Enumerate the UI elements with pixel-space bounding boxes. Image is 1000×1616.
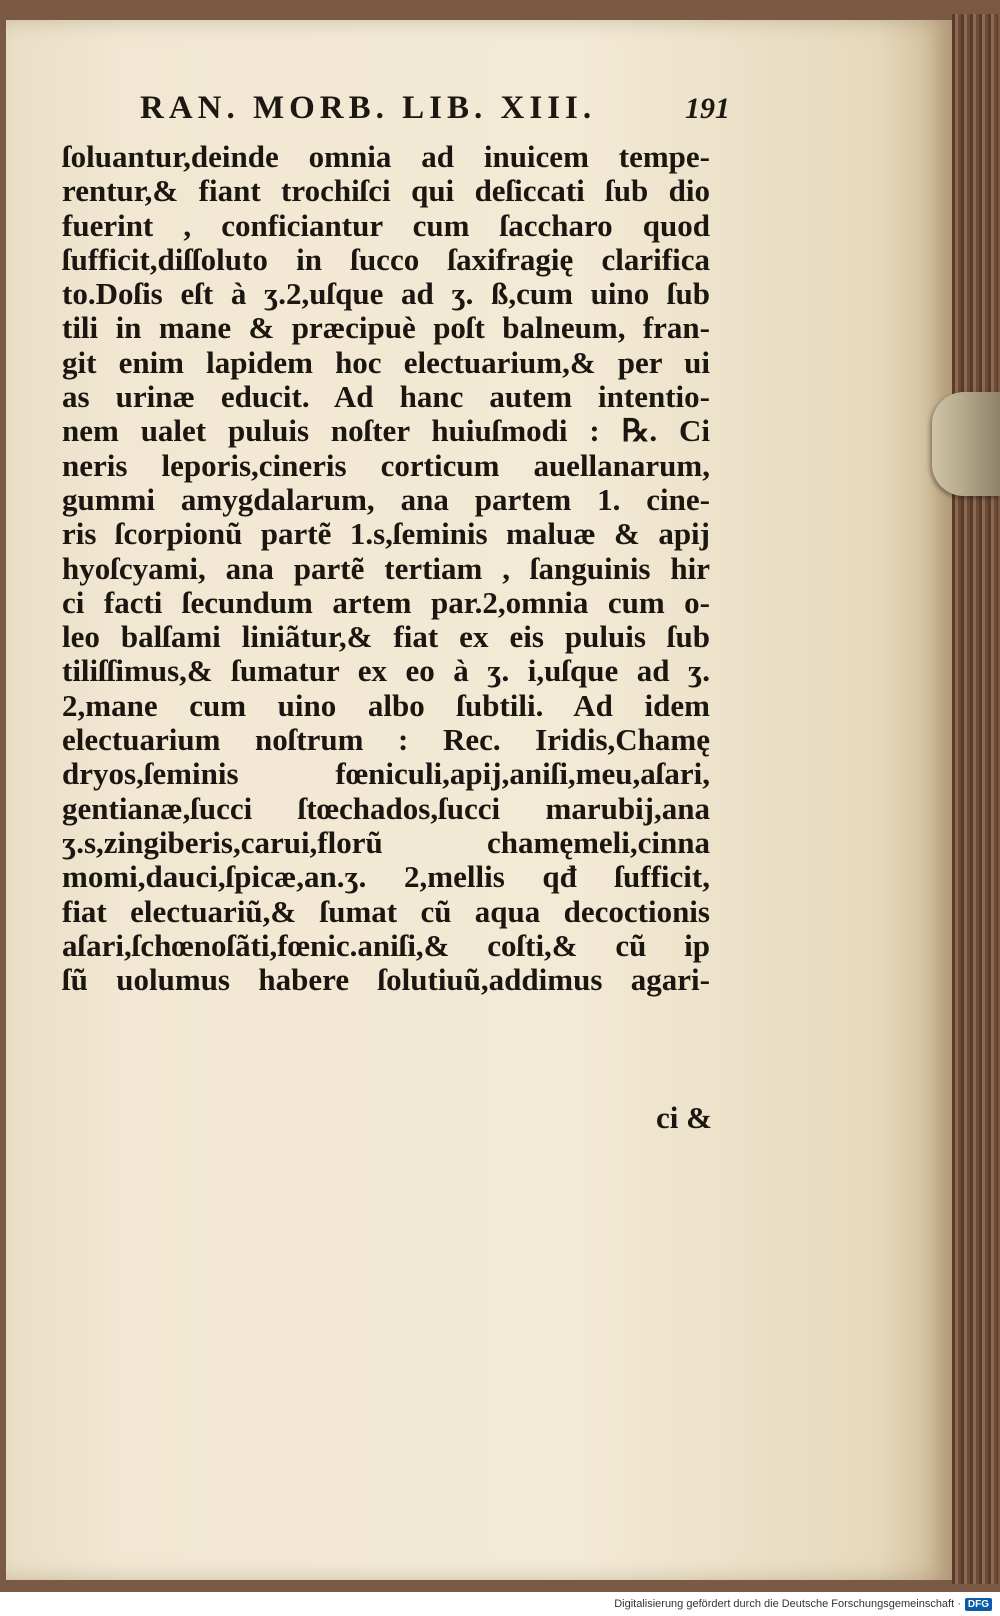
text-line: nem ualet puluis noſter huiuſmodi : ℞. Ci	[62, 414, 710, 449]
text-line: tiliſſimus,& ſumatur ex eo à ʒ. i,uſque ad ʒ.	[62, 654, 710, 689]
text-line: momi,dauci,ſpicæ,an.ʒ. 2,mellis qđ ſufficit,	[62, 860, 710, 895]
body-text	[62, 140, 710, 997]
text-line: ci facti ſecundum artem par.2,omnia cum o-	[62, 585, 710, 620]
text-line: hyoſcyami, ana partẽ tertiam , ſanguinis hir	[62, 551, 710, 586]
text-line: as urinæ educit. Ad hanc autem intentio-	[62, 380, 710, 415]
text-line: ʒ.s,zingiberis,carui,florũ chamęmeli,cinna	[62, 825, 710, 860]
text-line: dryos,ſeminis fœniculi,apij,aniſi,meu,aſari,	[62, 757, 710, 792]
text-line: electuarium noſtrum : Rec. Iridis,Chamę	[62, 723, 710, 758]
page-header	[140, 90, 730, 130]
text-line: rentur,& fiant trochiſci qui deſiccati ſub dio	[62, 174, 710, 209]
page-clip	[932, 392, 1000, 496]
text-line: gummi amygdalarum, ana partem 1. cine-	[62, 482, 710, 517]
text-line: tili in mane & præcipuè poſt balneum, fran-	[62, 311, 710, 346]
text-line: ſoluantur,deinde omnia ad inuicem tempe-	[62, 140, 710, 174]
book-page-edges	[952, 14, 998, 1584]
running-head: RAN. MORB. LIB. XIII.	[140, 90, 597, 126]
dfg-logo-icon: DFG	[965, 1598, 992, 1611]
text-line: to.Doſis eſt à ʒ.2,uſque ad ʒ. ß,cum uino ſub	[62, 277, 710, 312]
text-line: ſufficit,diſſoluto in ſucco ſaxifragię clarifica	[62, 242, 710, 277]
text-line: aſari,ſchœnoſãti,fœnic.aniſi,& coſti,& cũ ip	[62, 928, 710, 963]
page-number: 191	[685, 92, 730, 125]
footer-credit: Digitalisierung gefördert durch die Deutsche Forschungsgemeinschaft ·	[614, 1598, 961, 1610]
text-line: fuerint , conficiantur cum ſaccharo quod	[62, 208, 710, 243]
text-line: ſũ uolumus habere ſolutiuũ,addimus agari-	[62, 963, 710, 998]
text-line: neris leporis,cineris corticum auellanarum,	[62, 448, 710, 483]
catchword: ci &	[656, 1100, 712, 1135]
text-line: git enim lapidem hoc electuarium,& per ui	[62, 345, 710, 380]
text-line: 2,mane cum uino albo ſubtili. Ad idem	[62, 688, 710, 723]
text-line: fiat electuariũ,& ſumat cũ aqua decoctionis	[62, 894, 710, 929]
text-line: ris ſcorpionũ partẽ 1.s,ſeminis maluæ & apij	[62, 517, 710, 552]
digitization-footer	[0, 1592, 1000, 1616]
text-line: gentianæ,ſucci ſtœchados,ſucci marubij,ana	[62, 791, 710, 826]
text-line: leo balſami liniãtur,& fiat ex eis puluis ſub	[62, 620, 710, 655]
